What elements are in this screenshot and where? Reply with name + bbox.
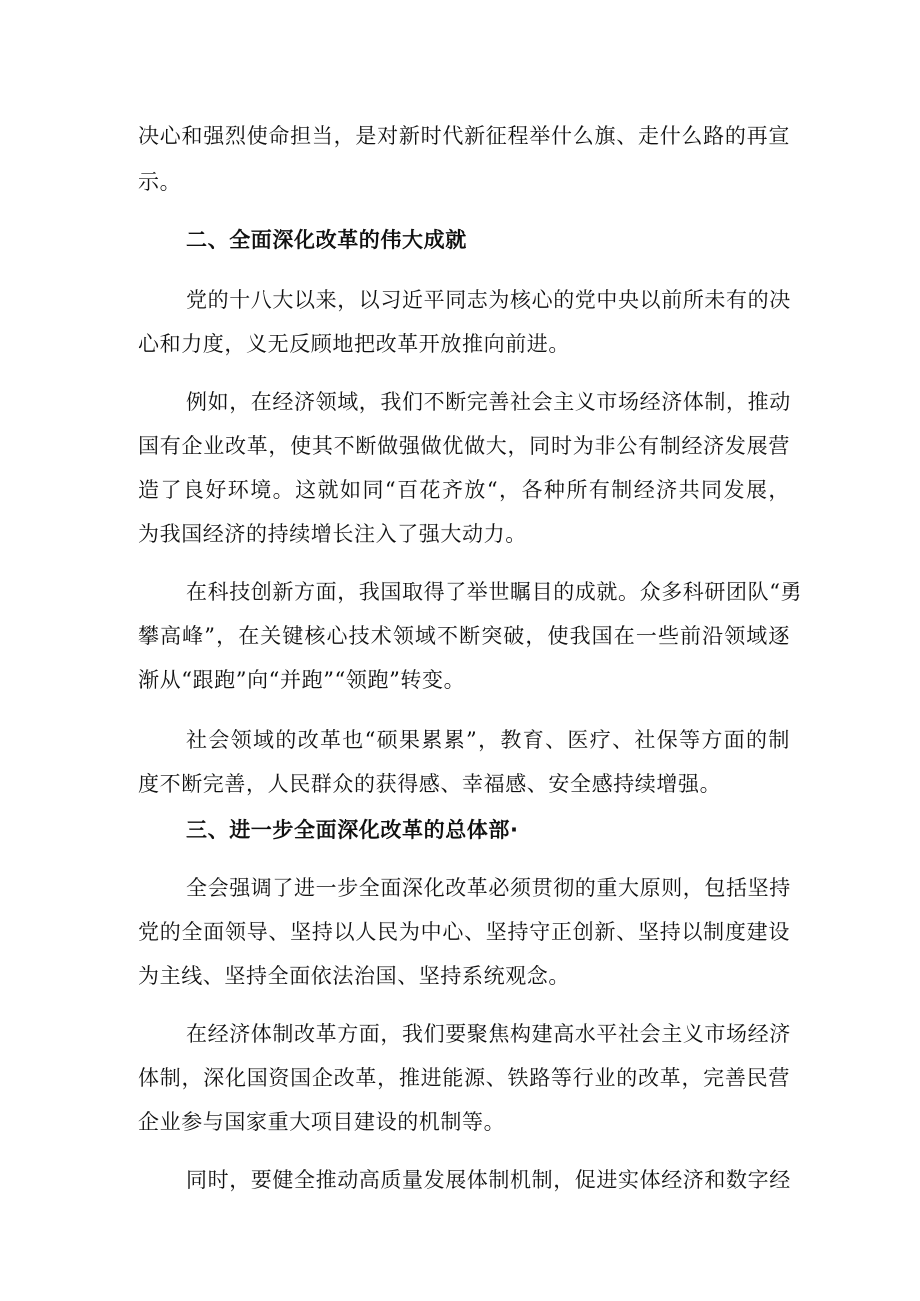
- paragraph-line: 造了良好环境。这就如同“百花齐放“，各种所有制经济共同发展，: [138, 478, 790, 502]
- paragraph-line: 国有企业改革，使其不断做强做优做大，同时为非公有制经济发展营: [138, 434, 790, 458]
- paragraph-line: 心和力度，义无反顾地把改革开放推向前进。: [138, 332, 570, 356]
- paragraph-line: 示。: [138, 170, 182, 194]
- paragraph-line: 全会强调了进一步全面深化改革必须贯彻的重大原则，包括坚持: [186, 876, 791, 900]
- paragraph-line: 渐从“跟跑”向“并跑”“领跑”转变。: [138, 668, 466, 692]
- paragraph-line: 决心和强烈使命担当，是对新时代新征程举什么旗、走什么路的再宣: [138, 124, 790, 148]
- paragraph-line: 在科技创新方面，我国取得了举世瞩目的成就。众多科研团队“勇: [186, 580, 803, 604]
- section-heading: 三、进一步全面深化改革的总体部·: [186, 818, 519, 842]
- paragraph-line: 社会领域的改革也“硕果累累”，教育、医疗、社保等方面的制: [186, 728, 790, 752]
- paragraph-line: 为我国经济的持续增长注入了强大动力。: [138, 522, 527, 546]
- paragraph-line: 党的全面领导、坚持以人民为中心、坚持守正创新、坚持以制度建设: [138, 920, 790, 944]
- paragraph-line: 体制，深化国资国企改革，推进能源、铁路等行业的改革，完善民营: [138, 1066, 790, 1090]
- paragraph-line: 党的十八大以来，以习近平同志为核心的党中央以前所未有的决: [186, 288, 791, 312]
- paragraph-line: 攀高峰”，在关键核心技术领域不断突破，使我国在一些前沿领域逐: [138, 624, 790, 648]
- paragraph-line: 例如，在经济领域，我们不断完善社会主义市场经济体制，推动: [186, 390, 791, 414]
- paragraph-line: 为主线、坚持全面依法治国、坚持系统观念。: [138, 964, 570, 988]
- paragraph-line: 在经济体制改革方面，我们要聚焦构建高水平社会主义市场经济: [186, 1022, 791, 1046]
- paragraph-line: 度不断完善，人民群众的获得感、幸福感、安全感持续增强。: [138, 772, 722, 796]
- paragraph-line: 同时，要健全推动高质量发展体制机制，促进实体经济和数字经: [186, 1168, 791, 1192]
- paragraph-line: 企业参与国家重大项目建设的机制等。: [138, 1110, 506, 1134]
- section-heading: 二、全面深化改革的伟大成就: [186, 228, 467, 252]
